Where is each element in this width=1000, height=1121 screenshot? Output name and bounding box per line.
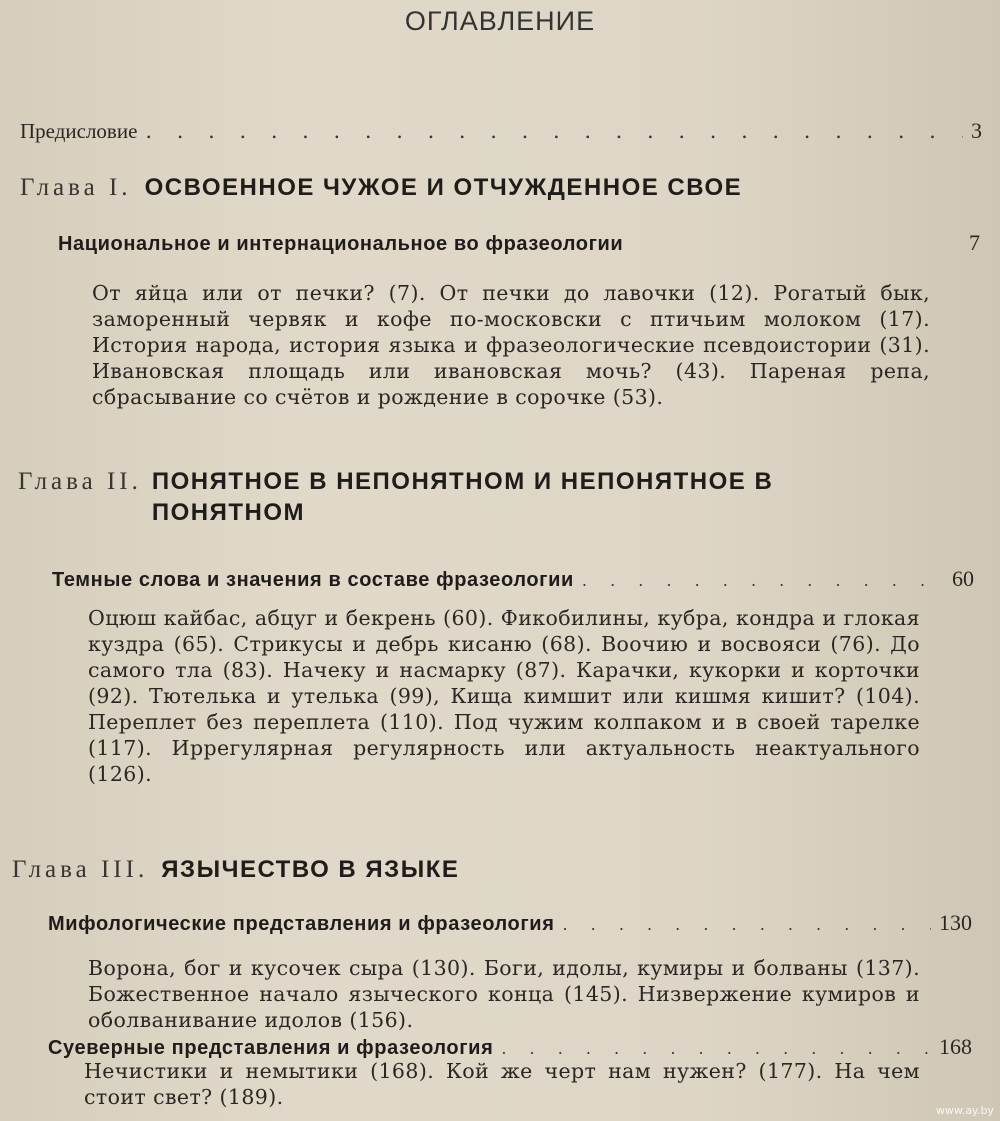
chapter-heading xyxy=(18,466,938,528)
watermark: www.ay.by xyxy=(935,1104,994,1117)
chapter-label: Глава II. xyxy=(18,468,142,495)
section-title: Темные слова и значения в составе фразеологии xyxy=(52,569,574,591)
chapter-label: Глава I. xyxy=(20,174,132,201)
dot-leader xyxy=(501,1039,931,1058)
section-content: Нечистики и немытики (168). Кой же черт нам нужен? (177). На чем стоит свет? (189). xyxy=(84,1059,920,1109)
chapter-label: Глава III. xyxy=(12,856,149,883)
section-content: Ворона, бог и кусочек сыра (130). Боги, идолы, кумиры и болваны (137). Божественное начало языческого конца (145). Низвержение кумиров и оболванивание идолов (156). xyxy=(88,956,920,1032)
section-content: От яйца или от печки? (7). От печки до лавочки (12). Рогатый бык, заморенный червяк и кофе по-московски с птичьим молоком (17). История народа, история языка и фразеологические псевдоистории (31). Ивановская площадь или ивановская мочь? (43). Пареная репа, сбрасывание со счётов и рождение в сорочке (53). xyxy=(92,281,930,409)
section-title: Мифологические представления и фразеология xyxy=(48,913,555,935)
dot-leader xyxy=(582,571,944,590)
toc-entry-section[interactable] xyxy=(48,1034,972,1060)
dot-leader xyxy=(145,119,963,143)
section-title: Национальное и интернациональное во фразеологии xyxy=(58,233,624,255)
section-title: Суеверные представления и фразеология xyxy=(48,1037,494,1059)
section-page: 168 xyxy=(939,1034,972,1059)
toc-entry-preface[interactable] xyxy=(20,118,982,144)
section-page: 7 xyxy=(969,230,980,255)
section-content: Оцюш кайбас, абцуг и бекрень (60). Фикобилины, кубра, кондра и глокая куздра (65). Стрикусы и дебрь кисаню (68). Воочию и восвояси (76). До самого тла (83). Начеку и насмарку (87). Карачки, кукорки и корточки (92). Тютелька и утелька (99), Кища кимшит или кишмя кишит? (104). Переплет без переплета (110). Под чужим колпаком и в своей тарелке (117). Иррегулярная регулярность или актуальность неактуального (126). xyxy=(88,606,920,786)
toc-entry-section[interactable] xyxy=(52,566,974,592)
chapter-title: ОСВОЕННОЕ ЧУЖОЕ И ОТЧУЖДЕННОЕ СВОЕ xyxy=(144,174,743,201)
chapter-heading xyxy=(20,174,742,202)
chapter-heading xyxy=(12,856,459,884)
chapter-title: ПОНЯТНОЕ В НЕПОНЯТНОМ И НЕПОНЯТНОЕ В ПОНЯТНОМ xyxy=(151,468,774,526)
dot-leader xyxy=(562,915,931,934)
toc-entry-section[interactable] xyxy=(58,230,980,256)
preface-label: Предисловие xyxy=(20,119,138,143)
section-page: 60 xyxy=(952,566,974,591)
toc-entry-section[interactable] xyxy=(48,910,972,936)
page-title: ОГЛАВЛЕНИЕ xyxy=(404,6,596,36)
section-page: 130 xyxy=(939,910,972,935)
preface-page: 3 xyxy=(971,118,982,143)
chapter-title: ЯЗЫЧЕСТВО В ЯЗЫКЕ xyxy=(161,856,460,883)
